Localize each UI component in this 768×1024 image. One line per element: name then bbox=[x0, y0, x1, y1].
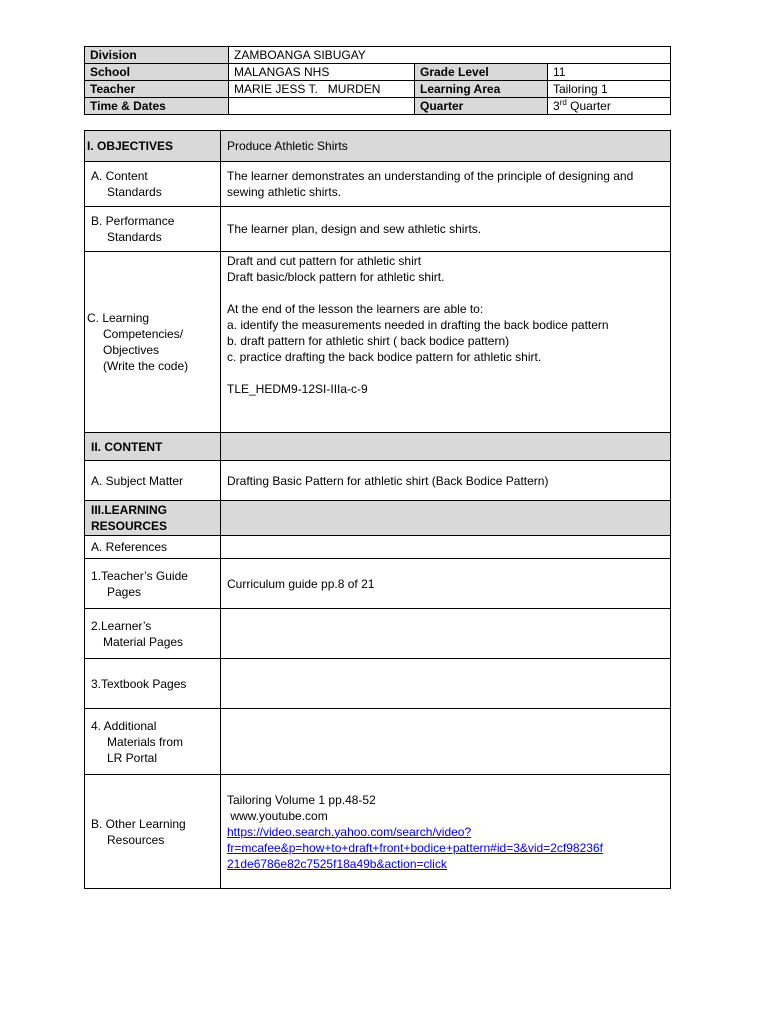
content-standards-value: The learner demonstrates an understanding of the principle of designing and sewing athletic shirts. bbox=[221, 162, 671, 207]
teacher-label: Teacher bbox=[85, 81, 229, 98]
content-heading-value bbox=[221, 433, 671, 461]
time-dates-label: Time & Dates bbox=[85, 98, 229, 115]
other-resource-line-2: www.youtube.com bbox=[227, 808, 328, 823]
quarter-label: Quarter bbox=[415, 98, 548, 115]
quarter-ordinal: rd bbox=[559, 98, 567, 107]
competencies-label-line2: Competencies/ bbox=[103, 327, 184, 341]
quarter-value bbox=[548, 98, 671, 115]
competencies-label-line1: C. Learning bbox=[87, 311, 150, 325]
grade-level-value: 11 bbox=[548, 64, 671, 81]
content-heading: II. CONTENT bbox=[85, 433, 221, 461]
resources-heading-value bbox=[221, 501, 671, 536]
grade-level-label: Grade Level bbox=[415, 64, 548, 81]
learners-material-value bbox=[221, 609, 671, 659]
competency-line-6: c. practice drafting the back bodice pattern for athletic shirt. bbox=[227, 350, 542, 364]
spacer bbox=[227, 285, 664, 301]
resources-heading bbox=[85, 501, 221, 536]
content-standards-label-line2: Standards bbox=[107, 185, 162, 199]
other-resources-value bbox=[221, 775, 671, 889]
objectives-value: Produce Athletic Shirts bbox=[221, 131, 671, 162]
textbook-label: 3.Textbook Pages bbox=[85, 659, 221, 709]
teachers-guide-label bbox=[85, 559, 221, 609]
subject-matter-value: Drafting Basic Pattern for athletic shirt (Back Bodice Pattern) bbox=[221, 461, 671, 501]
learning-area-value: Tailoring 1 bbox=[548, 81, 671, 98]
spacer bbox=[227, 365, 664, 381]
competencies-label-line3: Objectives bbox=[103, 343, 160, 357]
other-resources-label bbox=[85, 775, 221, 889]
additional-materials-label-line1: 4. Additional bbox=[91, 718, 157, 733]
performance-standards-label bbox=[85, 207, 221, 252]
content-standards-label-line1: A. Content bbox=[91, 169, 148, 183]
header-info-table bbox=[84, 46, 671, 115]
division-label: Division bbox=[85, 47, 229, 64]
teacher-value: MARIE JESS T. MURDEN bbox=[229, 81, 415, 98]
school-value: MALANGAS NHS bbox=[229, 64, 415, 81]
additional-materials-label-line3: LR Portal bbox=[107, 750, 158, 765]
competency-line-3: At the end of the lesson the learners are able to: bbox=[227, 302, 484, 316]
school-label: School bbox=[85, 64, 229, 81]
resource-link-line-1[interactable]: https://video.search.yahoo.com/search/video? bbox=[227, 824, 472, 839]
teachers-guide-label-line1: 1.Teacher’s Guide bbox=[91, 568, 188, 583]
content-standards-label bbox=[85, 162, 221, 207]
performance-standards-value: The learner plan, design and sew athletic shirts. bbox=[221, 207, 671, 252]
additional-materials-value bbox=[221, 709, 671, 775]
additional-materials-label bbox=[85, 709, 221, 775]
lesson-plan-table bbox=[84, 130, 671, 889]
competency-line-4: a. identify the measurements needed in drafting the back bodice pattern bbox=[227, 318, 609, 332]
time-dates-value bbox=[229, 98, 415, 115]
performance-standards-label-line1: B. Performance bbox=[91, 214, 175, 228]
competencies-label bbox=[85, 252, 221, 433]
learners-material-label bbox=[85, 609, 221, 659]
competencies-label-line4: (Write the code) bbox=[103, 359, 189, 373]
resources-heading-line2: RESOURCES bbox=[91, 519, 168, 533]
teachers-guide-value: Curriculum guide pp.8 of 21 bbox=[221, 559, 671, 609]
other-resource-line-1: Tailoring Volume 1 pp.48-52 bbox=[227, 792, 376, 807]
other-resources-label-line1: B. Other Learning bbox=[91, 816, 186, 831]
references-label: A. References bbox=[85, 536, 221, 559]
competency-line-5: b. draft pattern for athletic shirt ( back bodice pattern) bbox=[227, 334, 510, 348]
objectives-heading: I. OBJECTIVES bbox=[85, 131, 221, 162]
competency-code: TLE_HEDM9-12SI-IIIa-c-9 bbox=[227, 382, 368, 396]
teachers-guide-label-line2: Pages bbox=[107, 584, 142, 599]
learners-material-label-line1: 2.Learner’s bbox=[91, 618, 152, 633]
competencies-value bbox=[221, 252, 671, 433]
textbook-value bbox=[221, 659, 671, 709]
competency-line-1: Draft and cut pattern for athletic shirt bbox=[227, 254, 422, 268]
learners-material-label-line2: Material Pages bbox=[103, 634, 184, 649]
quarter-number: 3 bbox=[553, 99, 560, 113]
performance-standards-label-line2: Standards bbox=[107, 230, 162, 244]
additional-materials-label-line2: Materials from bbox=[107, 734, 184, 749]
learning-area-label: Learning Area bbox=[415, 81, 548, 98]
references-value bbox=[221, 536, 671, 559]
resource-link-line-3[interactable]: 21de6786e82c7525f18a49b&action=click bbox=[227, 856, 447, 871]
resources-heading-line1: III.LEARNING bbox=[91, 503, 168, 517]
subject-matter-label: A. Subject Matter bbox=[85, 461, 221, 501]
quarter-text: Quarter bbox=[566, 99, 611, 113]
resource-link-line-2[interactable]: fr=mcafee&p=how+to+draft+front+bodice+pattern#id=3&vid=2cf98236f bbox=[227, 840, 603, 855]
competency-line-2: Draft basic/block pattern for athletic shirt. bbox=[227, 270, 445, 284]
division-value: ZAMBOANGA SIBUGAY bbox=[229, 47, 671, 64]
other-resources-label-line2: Resources bbox=[107, 832, 165, 847]
